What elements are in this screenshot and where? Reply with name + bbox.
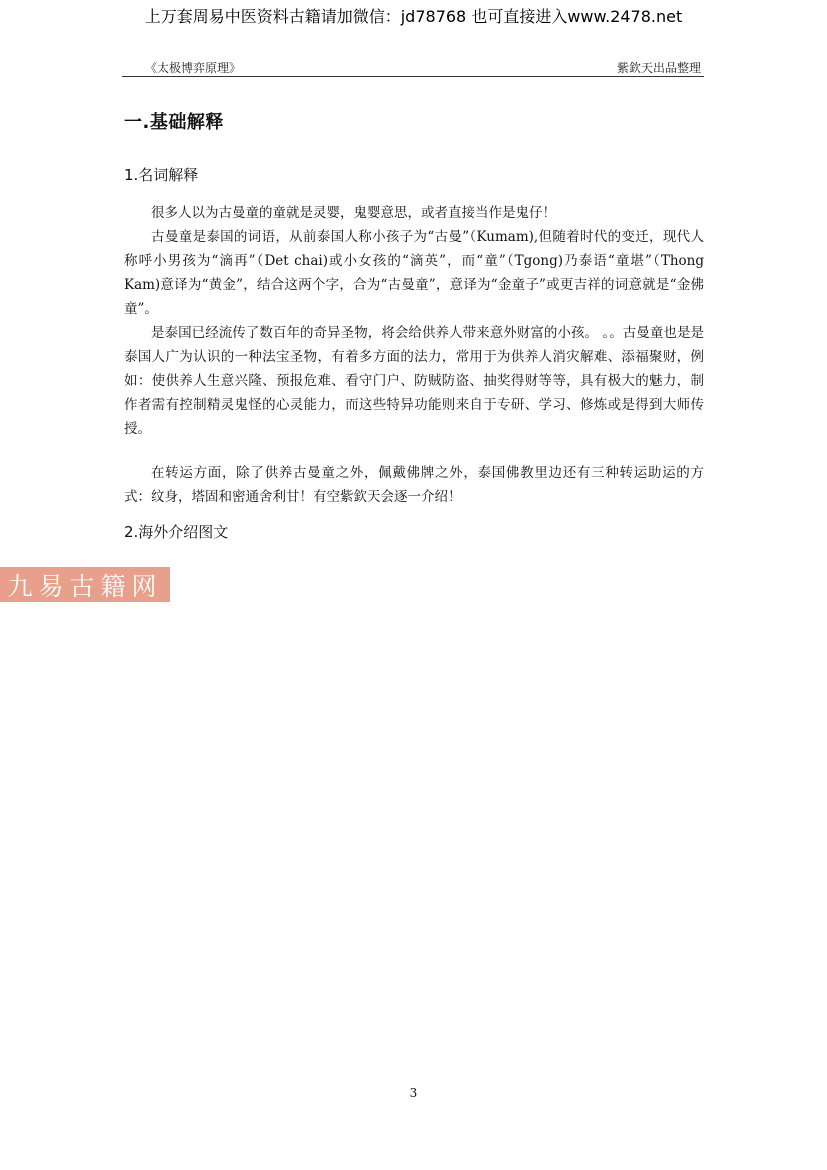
subheading-terms: 1.名词解释 [124, 166, 199, 184]
header-divider [122, 76, 704, 77]
paragraph-4: 在转运方面，除了供养古曼童之外，佩戴佛牌之外，泰国佛教里边还有三种转运助运的方式：纹身，塔固和密通舍利甘！有空紫欽天会逐一介绍！ [124, 465, 704, 505]
page-number: 3 [409, 1086, 418, 1100]
watermark-logo: 九易古籍网 [0, 567, 170, 602]
top-banner: 上万套周易中医资料古籍请加微信：jd78768 也可直接进入www.2478.net [144, 7, 683, 26]
header-publisher: 紫欽天出品整理 [616, 61, 701, 75]
header-book-title: 《太极博弈原理》 [145, 61, 242, 75]
paragraph-3: 是泰国已经流传了数百年的奇异圣物，将会给供养人带来意外财富的小孩。 。。古曼童也是是泰国人广为认识的一种法宝圣物，有着多方面的法力，常用于为供养人消灾解难、添福聚财，例如：使供养人生意兴隆、预报危难、看守门户、防贼防盗、抽奖得财等等，具有极大的魅力，制作者需有控制精灵鬼怪的心灵能力，而这些特异功能则来自于专研、学习、修炼或是得到大师传授。 [124, 325, 704, 437]
subheading-overseas: 2.海外介绍图文 [124, 523, 229, 541]
paragraph-2: 古曼童是泰国的词语，从前泰国人称小孩子为“古曼”（Kumam),但随着时代的变迁，现代人称呼小男孩为“滴再”（Det chai)或小女孩的“滴英”，而“童”（Tgong)乃泰语“童堪”（Thong Kam)意译为“黄金”，结合这两个字，合为“古曼童”，意译为“金童子”或更吉祥的词意就是“金佛童”。 [124, 229, 704, 317]
section-heading: 一.基础解释 [124, 112, 224, 133]
paragraph-1: 很多人以为古曼童的童就是灵婴，鬼婴意思，或者直接当作是鬼仔！ [151, 205, 556, 221]
page-content [124, 108, 704, 558]
